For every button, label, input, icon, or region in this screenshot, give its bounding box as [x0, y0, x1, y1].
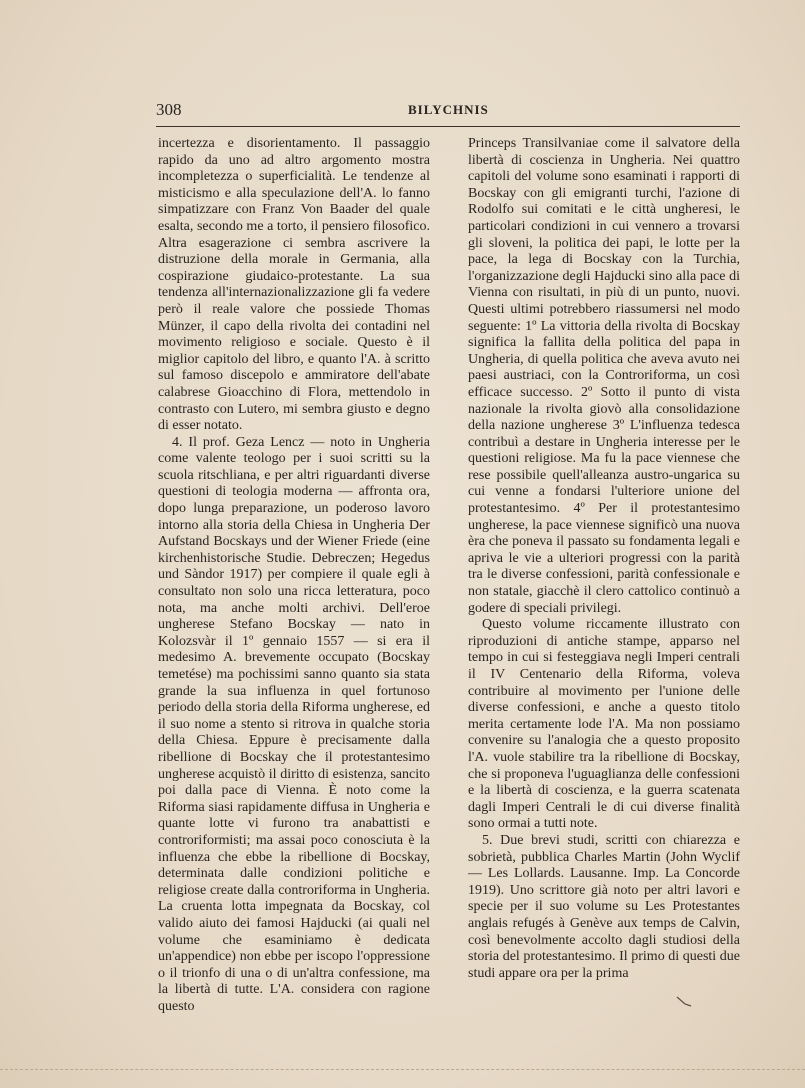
- right-column: [468, 136, 740, 982]
- page-header: [156, 100, 736, 124]
- running-head: BILYCHNIS: [408, 102, 489, 117]
- paragraph: incertezza e disorientamento. Il passaggio rapido da uno ad altro argomento mostra incompletezza o superficialità. Le tendenze al misticismo e alla speculazione dell'A. lo fanno simpatizzare con Franz Von Baader del quale esalta, secondo me a torto, il pensiero filosofico. Altra esagerazione ci sembra ascrivere la distruzione della morale in Germania, alla cospirazione giudaico-protestante. La sua tendenza all'internazionalizzazione gli fa vedere però il reale valore che possiede Thomas Münzer, il capo della rivolta dei contadini nel movimento religioso e sociale. Questo è il miglior capitolo del libro, e quanto l'A. à scritto sul famoso discepolo e ammiratore dell'abate calabrese Gioacchino di Flora, mettendolo in contrasto con Lutero, mi sembra giusto e degno di esser notato.: [158, 136, 430, 434]
- left-column: [158, 136, 430, 1015]
- ink-mark-icon: [676, 996, 692, 1008]
- page-edge-line: [0, 1069, 805, 1070]
- paragraph: 4. Il prof. Geza Lencz — noto in Ungheria come valente teologo per i suoi scritti su la scuola ritschliana, e per altri riguardanti diverse questioni di teologia moderna — affronta ora, dopo lunga preparazione, un poderoso lavoro intorno alla storia della Chiesa in Ungheria Der Aufstand Bocskays und der Wiener Friede (eine kirchenhistorische Studie. Debreczen; Hegedus und Sàndor 1917) per compiere il quale egli à consultato non solo una ricca letteratura, poco nota, ma anche molti archivi. Dell'eroe ungherese Stefano Bocskay — nato in Kolozsvàr il 1º gennaio 1557 — si era il medesimo A. brevemente occupato (Bocskay temetése) ma pochissimi sanno quanto sia stata grande la sua influenza in quel fortunoso periodo della storia della Riforma ungherese, ed il suo nome a stento si ritrova in qualche storia della Chiesa. Eppure è precisamente dalla ribellione di Bocskay che il protestantesimo ungherese acquistò il diritto di esistenza, sancito poi dalla pace di Vienna. È noto come la Riforma siasi rapidamente diffusa in Ungheria e quante lotte vi furono tra anabattisti e controriformisti; ma assai poco conosciuta è la influenza che ebbe la ribellione di Bocskay, determinata dalle condizioni politiche e religiose create dalla controriforma in Ungheria. La cruenta lotta impegnata da Bocskay, col valido aiuto dei famosi Hajducki (ai quali nel volume che esaminiamo è dedicata un'appendice) non ebbe per iscopo l'oppressione o il trionfo di una o di un'altra confessione, ma la libertà di tutte. L'A. considera con ragione questo: [158, 434, 430, 1014]
- paragraph: 5. Due brevi studi, scritti con chiarezza e sobrietà, pubblica Charles Martin (John Wyclif — Les Lollards. Lausanne. Imp. La Concorde 1919). Uno scrittore già noto per altri lavori e specie per il suo volume su Les Protestantes anglais refugés à Genève aux temps de Calvin, così benevolmente accolto dagli studiosi della storia del protestantesimo. Il primo di questi due studi appare ora per la prima: [468, 832, 740, 981]
- paragraph: Princeps Transilvaniae come il salvatore della libertà di coscienza in Ungheria. Nei quattro capitoli del volume sono esaminati i rapporti di Bocskay con gli emigranti turchi, l'azione di Rodolfo sui comitati e le città ungheresi, le particolari condizioni in cui vennero a trovarsi gli sloveni, la politica dei papi, le lotte per la pace, la lega di Bocskay con la Turchia, l'organizzazione degli Hajducki sino alla pace di Vienna con risultati, in più di un punto, nuovi. Questi ultimi potrebbero riassumersi nel modo seguente: 1º La vittoria della rivolta di Bocskay significa la fallita della politica del papa in Ungheria, di quella politica che aveva avuto nei paesi austriaci, con la Controriforma, un così efficace successo. 2º Sotto il punto di vista nazionale la rivolta giovò alla consolidazione della nazione ungherese 3º L'influenza tedesca contribuì a destare in Ungheria interesse per le questioni religiose. Ma fu la pace viennese che rese possibile quell'alleanza austro-ungarica su cui venne a fondarsi l'ulteriore unione del protestantesimo. 4º Per il protestantesimo ungherese, la pace viennese significò una nuova èra che poneva il passato su fondamenta legali e apriva le vie a ulteriori progressi con la parità tra le diverse confessioni, parità confessionale e non statale, giacchè il clero cattolico continuò a godere di speciali privilegi.: [468, 136, 740, 616]
- page-number: 308: [156, 100, 182, 119]
- paragraph: Questo volume riccamente illustrato con riproduzioni di antiche stampe, apparso nel tempo in cui si festeggiava negli Imperi centrali il IV Centenario della Riforma, voleva contribuire al movimento per l'unione delle diverse confessioni, e anche a questo titolo merita certamente lode l'A. Ma non possiamo convenire su l'analogia che a questo proposito l'A. vuole stabilire tra la ribellione di Bocskay, che si proponeva l'uguaglianza delle confessioni e la libertà di coscienza, e la guerra scatenata dagli Imperi Centrali le di cui diverse finalità sono ormai a tutti note.: [468, 617, 740, 832]
- header-rule: [156, 126, 740, 127]
